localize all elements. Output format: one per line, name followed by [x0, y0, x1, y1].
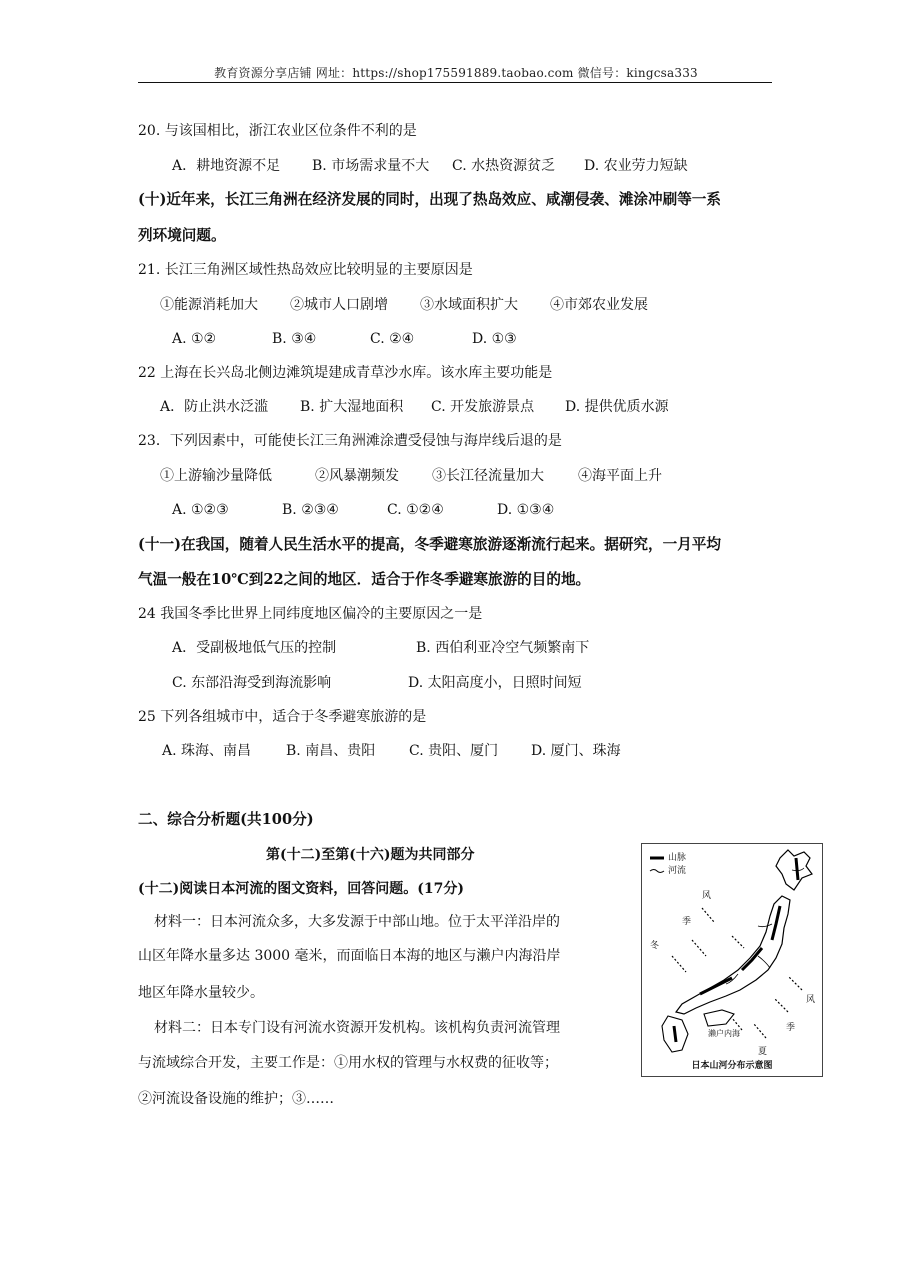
- q20-option-a: A．耕地资源不足: [172, 158, 281, 174]
- q20-options: [172, 156, 688, 176]
- q25-option-b: B. 南昌、贵阳: [286, 743, 376, 759]
- q24-options-row2: [172, 673, 582, 693]
- q21-item-3: ③水域面积扩大: [420, 297, 518, 313]
- q22-option-b: B. 扩大湿地面积: [300, 399, 404, 415]
- q22-option-d: D. 提供优质水源: [565, 399, 669, 415]
- q23-item-2: ②风暴潮频发: [315, 468, 399, 484]
- summer-wind-char-1: 风: [806, 995, 816, 1005]
- japan-map-figure: [641, 843, 823, 1077]
- q24-options-row1: [172, 638, 589, 658]
- q21-stem: 21. 长江三角洲区域性热岛效应比较明显的主要原因是: [138, 262, 473, 278]
- q22-options: [160, 397, 669, 417]
- q23-item-3: ③长江径流量加大: [432, 468, 544, 484]
- summer-wind-char-2: 季: [786, 1023, 796, 1033]
- q24-option-d: D. 太阳高度小，日照时间短: [408, 675, 582, 691]
- part2-title: 二、综合分析题(共100分): [138, 811, 314, 828]
- q21-option-c: C. ②④: [370, 331, 415, 347]
- q24-option-b: B. 西伯利亚冷空气频繁南下: [416, 640, 590, 656]
- q25-option-a: A. 珠海、南昌: [162, 743, 252, 759]
- section-10-line1: (十)近年来，长江三角洲在经济发展的同时，出现了热岛效应、咸潮侵袭、滩涂冲刷等一系: [138, 191, 721, 208]
- q23-option-d: D. ①③④: [497, 502, 555, 518]
- q25-option-d: D. 厦门、珠海: [531, 743, 621, 759]
- page-header: 教育资源分享店铺 网址：https://shop175591889.taobao.com 微信号：kingcsa333: [214, 66, 698, 80]
- common-section-heading: 第(十二)至第(十六)题为共同部分: [266, 847, 475, 863]
- q21-option-d: D. ①③: [472, 331, 517, 347]
- q23-item-1: ①上游输沙量降低: [160, 468, 272, 484]
- q22-option-c: C. 开发旅游景点: [431, 399, 535, 415]
- q24-option-a: A．受副极地低气压的控制: [172, 640, 337, 656]
- q21-item-1: ①能源消耗加大: [160, 297, 258, 313]
- legend-river-label: 河流: [668, 866, 687, 876]
- section-10-line2: 列环境问题。: [138, 227, 226, 244]
- material-2-line1: 材料二：日本专门设有河流水资源开发机构。该机构负责河流管理: [154, 1020, 560, 1036]
- material-2-line2: 与流域综合开发，主要工作是：①用水权的管理与水权费的征收等；: [138, 1055, 558, 1071]
- japan-map-drawing: [642, 844, 822, 1076]
- q20-option-b: B. 市场需求量不大: [312, 158, 430, 174]
- summer-wind-char-3: 夏: [758, 1047, 768, 1057]
- section-11-line2: 气温一般在10℃到22之间的地区．适合于作冬季避寒旅游的目的地。: [138, 571, 591, 588]
- legend-mountain-label: 山脉: [668, 853, 687, 863]
- q20-option-c: C. 水热资源贫乏: [452, 158, 556, 174]
- q25-stem: 25 下列各组城市中，适合于冬季避寒旅游的是: [138, 709, 427, 725]
- q23-items: [160, 466, 662, 486]
- winter-wind-char-1: 风: [702, 891, 712, 901]
- q23-option-b: B. ②③④: [282, 502, 339, 518]
- q20-stem: 20. 与该国相比，浙江农业区位条件不利的是: [138, 123, 417, 139]
- winter-wind-char-3: 冬: [650, 941, 660, 951]
- q24-stem: 24 我国冬季比世界上同纬度地区偏冷的主要原因之一是: [138, 606, 483, 622]
- q25-options: [162, 741, 621, 761]
- q23-options: [172, 500, 554, 520]
- q21-option-a: A. ①②: [172, 331, 217, 347]
- q23-option-a: A. ①②③: [172, 502, 229, 518]
- q25-option-c: C. 贵阳、厦门: [409, 743, 499, 759]
- section-11-line1: (十一)在我国，随着人民生活水平的提高，冬季避寒旅游逐渐流行起来。据研究，一月平均: [138, 536, 721, 553]
- q21-item-2: ②城市人口剧增: [290, 297, 388, 313]
- q22-option-a: A．防止洪水泛滥: [160, 399, 269, 415]
- q21-item-4: ④市郊农业发展: [550, 297, 648, 313]
- material-1-line2: 山区年降水量多达 3000 毫米，而面临日本海的地区与濑户内海沿岸: [138, 948, 561, 964]
- q20-option-d: D. 农业劳力短缺: [584, 158, 688, 174]
- q21-options: [172, 329, 517, 349]
- material-1-line3: 地区年降水量较少。: [138, 985, 264, 1001]
- q22-stem: 22 上海在长兴岛北侧边滩筑堤建成青草沙水库。该水库主要功能是: [138, 365, 553, 381]
- honshu-outline: [676, 896, 790, 1014]
- material-2-line3: ②河流设备设施的维护；③……: [138, 1091, 334, 1107]
- header-rule: [138, 82, 772, 83]
- winter-wind-char-2: 季: [682, 917, 692, 927]
- map-caption: 日本山河分布示意图: [691, 1061, 773, 1071]
- hokkaido-outline: [776, 850, 812, 890]
- seto-inland-sea-label: 濑户内海: [708, 1029, 740, 1038]
- q23-option-c: C. ①②④: [387, 502, 444, 518]
- section-12-title: (十二)阅读日本河流的图文资料，回答问题。(17分): [138, 881, 464, 897]
- q23-item-4: ④海平面上升: [578, 468, 662, 484]
- shikoku-outline: [704, 1010, 734, 1026]
- material-1-line1: 材料一：日本河流众多，大多发源于中部山地。位于太平洋沿岸的: [154, 914, 560, 930]
- q23-stem: 23．下列因素中，可能使长江三角洲滩涂遭受侵蚀与海岸线后退的是: [138, 433, 562, 449]
- q21-option-b: B. ③④: [272, 331, 317, 347]
- q24-option-c: C. 东部沿海受到海流影响: [172, 675, 332, 691]
- q21-items: [160, 295, 648, 315]
